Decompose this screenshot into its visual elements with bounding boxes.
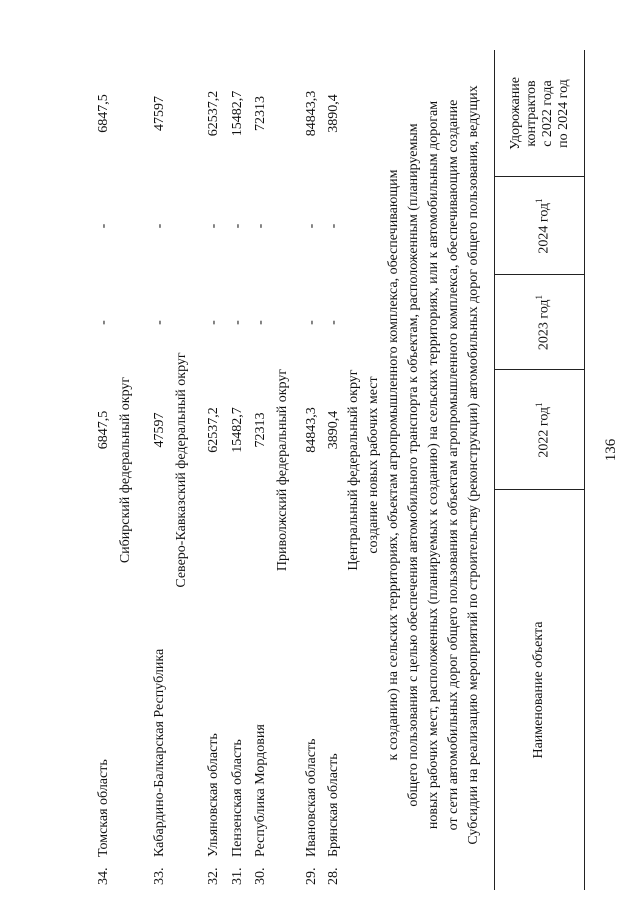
row-cost: 6847,5 xyxy=(96,94,111,133)
intro-line-4: общего пользования с целью обеспечения автомобильного транспорта к объектам, расположенным (планируемым xyxy=(406,123,421,807)
row-cost: 3890,4 xyxy=(326,94,341,133)
row-cost: 47597 xyxy=(152,96,167,131)
row-cost: 72313 xyxy=(253,96,268,131)
header-cost-increase: Удорожание контрактов с 2022 года по 2024 год xyxy=(508,77,571,150)
row-number: 29. xyxy=(304,867,319,885)
row-2024: - xyxy=(152,223,167,229)
row-2022: 15482,7 xyxy=(230,407,245,453)
intro-line-3: новых рабочих мест, расположенных (планируемых к созданию) на сельских территориях, или к автомобильным дорогам xyxy=(426,100,441,830)
row-name: Кабардино-Балкарская Республика xyxy=(152,648,167,857)
row-number: 34. xyxy=(96,867,111,885)
row-2023: - xyxy=(253,320,268,325)
row-2022: 62537,2 xyxy=(206,407,221,453)
intro-line-1: Субсидии на реализацию мероприятий по строительству (реконструкции) автомобильных дорог общего пользования, ведущих xyxy=(466,85,481,845)
row-cost: 62537,2 xyxy=(206,90,221,137)
row-name: Республика Мордовия xyxy=(253,724,268,857)
row-2023: - xyxy=(304,320,319,325)
intro-line-6: создание новых рабочих мест xyxy=(366,376,381,554)
section-title-volga: Приволжский федеральный округ xyxy=(275,368,290,572)
row-2024: - xyxy=(304,223,319,229)
header-2024: 2024 год$^1$ xyxy=(534,198,552,254)
row-cost: 15482,7 xyxy=(230,90,245,137)
header-name: Наименование объекта xyxy=(531,621,546,759)
row-2024: - xyxy=(96,223,111,229)
row-2022: 84843,3 xyxy=(304,407,319,453)
row-name: Ульяновская область xyxy=(206,733,221,857)
row-2023: - xyxy=(230,320,245,325)
header-2023: 2023 год$^1$ xyxy=(534,294,552,351)
row-name: Пензенская область xyxy=(230,739,245,857)
row-2023: - xyxy=(96,320,111,325)
row-2022: 47597 xyxy=(152,412,167,448)
row-name: Ивановская область xyxy=(304,738,319,857)
row-cost: 84843,3 xyxy=(304,90,319,137)
row-2024: - xyxy=(326,223,341,229)
row-2022: 3890,4 xyxy=(326,410,341,450)
intro-line-2: от сети автомобильных дорог общего пользования к объектам агропромышленного комплекса, обеспечивающим создание xyxy=(446,99,461,831)
row-number: 28. xyxy=(326,867,341,885)
page-number: 136 xyxy=(603,438,619,462)
row-2023: - xyxy=(206,320,221,325)
row-name: Брянская область xyxy=(326,753,341,857)
row-2024: - xyxy=(206,223,221,229)
intro-line-5: к созданию) на сельских территориях, объектам агропромышленного комплекса, обеспечивающим xyxy=(386,169,401,761)
row-2023: - xyxy=(152,320,167,325)
section-title-siberia: Сибирский федеральный округ xyxy=(118,376,133,564)
row-2023: - xyxy=(326,320,341,325)
row-2024: - xyxy=(253,223,268,229)
header-2022: 2022 год$^1$ xyxy=(534,402,552,458)
section-title-north-caucasus: Северо-Кавказский федеральный округ xyxy=(174,352,189,588)
row-number: 31. xyxy=(230,867,245,885)
table-top-border xyxy=(584,50,585,890)
row-2024: - xyxy=(230,223,245,229)
section-title-central: Центральный федеральный округ xyxy=(346,369,361,571)
row-number: 30. xyxy=(253,867,268,885)
row-number: 33. xyxy=(152,867,167,885)
row-2022: 72313 xyxy=(253,412,268,448)
row-name: Томская область xyxy=(96,759,111,857)
row-number: 32. xyxy=(206,867,221,885)
row-2022: 6847,5 xyxy=(96,410,111,450)
